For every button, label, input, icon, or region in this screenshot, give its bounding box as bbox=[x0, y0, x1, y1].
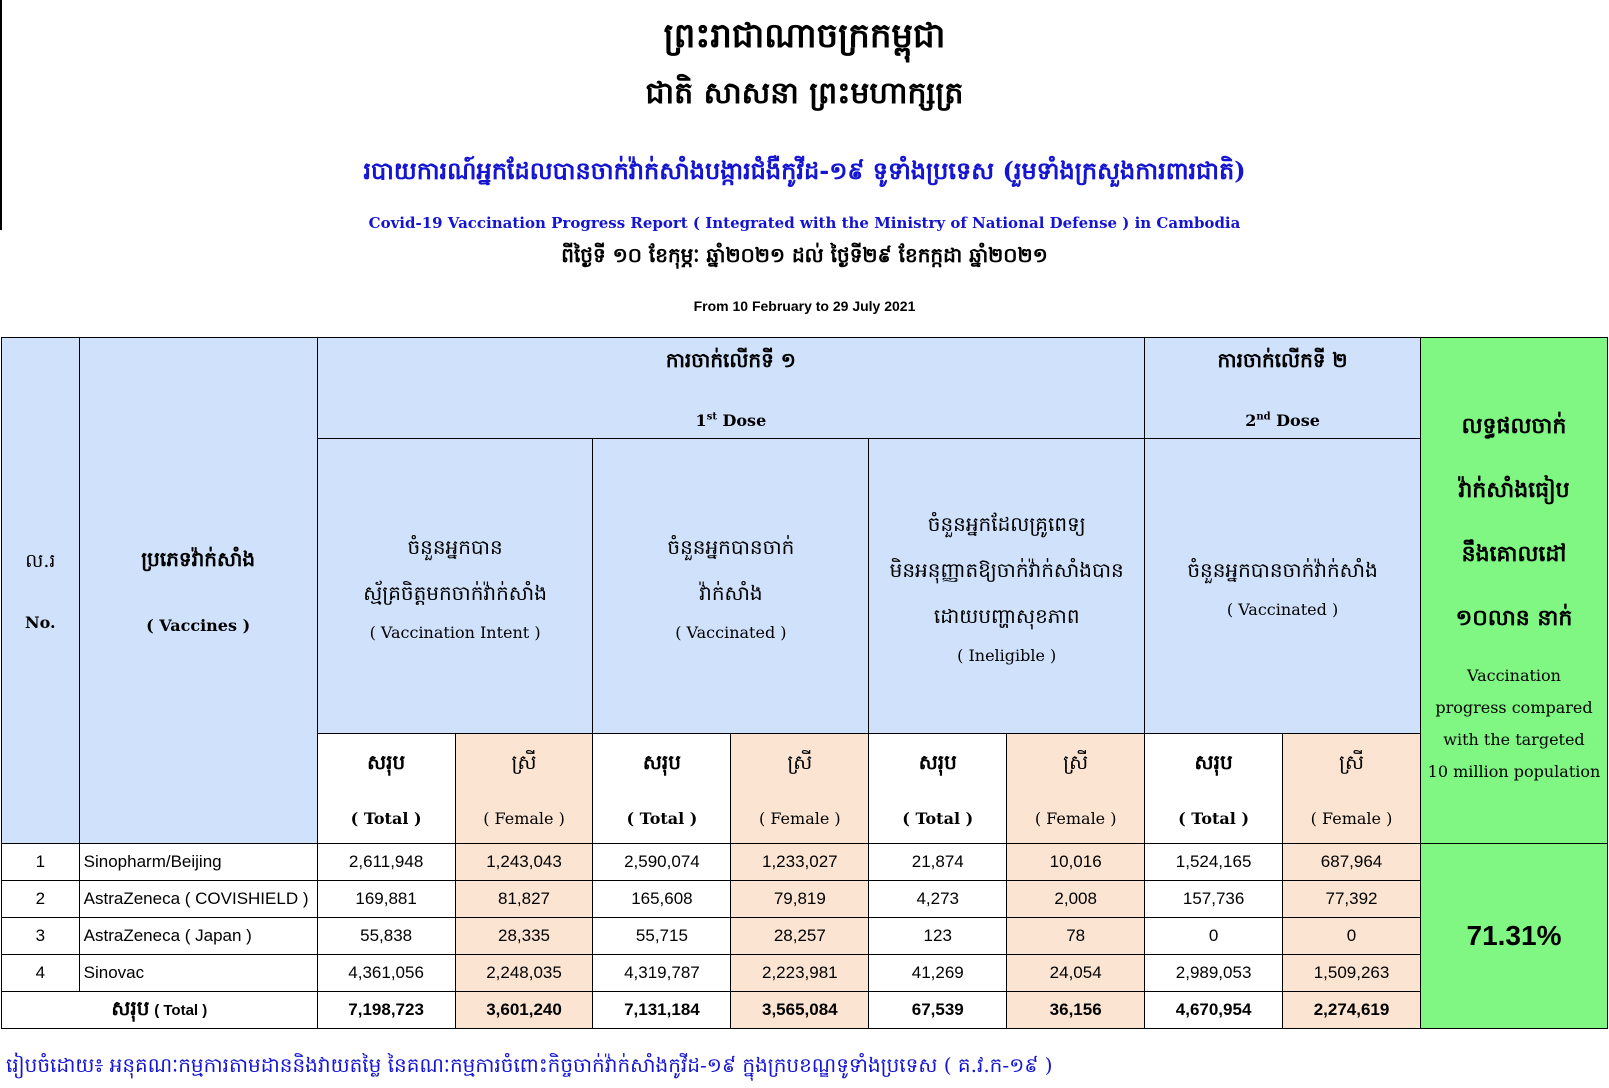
female-col-header: ស្រី ( Female ) bbox=[1007, 734, 1145, 844]
vaccinated-dose2-header bbox=[1145, 439, 1421, 734]
intent-total: 2,611,948 bbox=[317, 844, 455, 881]
female-col-header: ស្រី ( Female ) bbox=[1283, 734, 1421, 844]
intent-header-kh-2: ស្ម័គ្រចិត្តមកចាក់វ៉ាក់សាំង bbox=[363, 580, 547, 605]
intent-header-kh-1: ចំនួនអ្នកបាន bbox=[407, 534, 503, 559]
vaccinated-dose1-header-en: ( Vaccinated ) bbox=[675, 622, 787, 642]
ineligible-female: 10,016 bbox=[1007, 844, 1145, 881]
date-range-english: From 10 February to 29 July 2021 bbox=[693, 298, 916, 314]
vaccine-name: Sinopharm/Beijing bbox=[79, 844, 317, 881]
dose1-female: 79,819 bbox=[731, 881, 869, 918]
ineligible-total-sum: 67,539 bbox=[869, 992, 1007, 1029]
kingdom-title: ព្រះរាជាណាចក្រកម្ពុជា bbox=[663, 16, 946, 56]
result-header-en-1: Vaccination bbox=[1466, 665, 1561, 685]
dose2-female: 0 bbox=[1283, 918, 1421, 955]
row-number: 4 bbox=[2, 955, 80, 992]
dose1-total: 4,319,787 bbox=[593, 955, 731, 992]
dose2-female: 1,509,263 bbox=[1283, 955, 1421, 992]
dose1-header bbox=[317, 338, 1144, 439]
dose1-total: 2,590,074 bbox=[593, 844, 731, 881]
dose2-header-kh: ការចាក់លើកទី ២ bbox=[1217, 347, 1348, 372]
dose1-header-en: 1st Dose bbox=[695, 410, 767, 430]
vaccinated-dose1-header-kh-2: វ៉ាក់សាំង bbox=[699, 580, 763, 605]
female-col-header: ស្រី ( Female ) bbox=[731, 734, 869, 844]
intent-female: 1,243,043 bbox=[455, 844, 593, 881]
ineligible-female-sum: 36,156 bbox=[1007, 992, 1145, 1029]
ineligible-female: 78 bbox=[1007, 918, 1145, 955]
dose2-female: 77,392 bbox=[1283, 881, 1421, 918]
vaccine-name: AstraZeneca ( Japan ) bbox=[79, 918, 317, 955]
result-header-en-4: 10 million population bbox=[1427, 761, 1601, 781]
ineligible-total: 41,269 bbox=[869, 955, 1007, 992]
prepared-by-footer: រៀបចំដោយ៖ អនុគណៈកម្មការតាមដាននិងវាយតម្លៃ នៃគណៈកម្មការចំពោះកិច្ចចាក់វ៉ាក់សាំងកូវីដ-១៩ ក្នុងក្របខណ្ឌទូទាំងប្រទេស ( គ.វ.ក-១៩ ) bbox=[6, 1053, 1053, 1077]
ineligible-header-kh-3: ដោយបញ្ហាសុខភាព bbox=[933, 603, 1080, 628]
total-row-label: សរុប ( Total ) bbox=[2, 992, 318, 1029]
ineligible-female: 2,008 bbox=[1007, 881, 1145, 918]
dose1-female-sum: 3,565,084 bbox=[731, 992, 869, 1029]
ineligible-header-kh-2: មិនអនុញ្ញាតឱ្យចាក់វ៉ាក់សាំងបាន bbox=[889, 557, 1124, 582]
vaccine-name: Sinovac bbox=[79, 955, 317, 992]
report-title-english: Covid-19 Vaccination Progress Report ( Integrated with the Ministry of National Defense ) in Cambodia bbox=[368, 214, 1241, 232]
table-row bbox=[2, 881, 1608, 918]
table-row bbox=[2, 955, 1608, 992]
vaccine-name: AstraZeneca ( COVISHIELD ) bbox=[79, 881, 317, 918]
ineligible-header bbox=[869, 439, 1145, 734]
dose1-female: 2,223,981 bbox=[731, 955, 869, 992]
no-header bbox=[2, 338, 80, 844]
progress-percent: 71.31% bbox=[1420, 844, 1607, 1029]
intent-female: 81,827 bbox=[455, 881, 593, 918]
row-number: 2 bbox=[2, 881, 80, 918]
national-motto: ជាតិ សាសនា ព្រះមហាក្សត្រ bbox=[645, 76, 964, 111]
total-col-header: សរុប ( Total ) bbox=[1145, 734, 1283, 844]
table-row bbox=[2, 844, 1608, 881]
vaccine-type-header-kh: ប្រភេទវ៉ាក់សាំង bbox=[141, 547, 256, 571]
intent-female: 2,248,035 bbox=[455, 955, 593, 992]
row-number: 1 bbox=[2, 844, 80, 881]
dose1-total: 55,715 bbox=[593, 918, 731, 955]
dose1-total-sum: 7,131,184 bbox=[593, 992, 731, 1029]
result-header-en-3: with the targeted bbox=[1443, 729, 1585, 749]
dose2-total: 0 bbox=[1145, 918, 1283, 955]
result-header-kh-3: នឹងគោលដៅ bbox=[1461, 540, 1567, 567]
dose2-header-en: 2nd Dose bbox=[1245, 410, 1320, 430]
dose2-header bbox=[1145, 338, 1421, 439]
dose2-total: 1,524,165 bbox=[1145, 844, 1283, 881]
intent-header-en: ( Vaccination Intent ) bbox=[369, 622, 541, 642]
result-header-en-2: progress compared bbox=[1435, 697, 1593, 717]
dose2-female-sum: 2,274,619 bbox=[1283, 992, 1421, 1029]
intent-female: 28,335 bbox=[455, 918, 593, 955]
report-title-khmer: របាយការណ៍អ្នកដែលបានចាក់វ៉ាក់សាំងបង្ការជំងឺកូវីដ-១៩ ទូទាំងប្រទេស (រួមទាំងក្រសួងការពារជាតិ) bbox=[363, 156, 1246, 185]
vaccination-table bbox=[1, 337, 1608, 1029]
row-number: 3 bbox=[2, 918, 80, 955]
no-header-en: No. bbox=[25, 613, 56, 632]
intent-header bbox=[317, 439, 593, 734]
table-row bbox=[2, 918, 1608, 955]
intent-total-sum: 7,198,723 bbox=[317, 992, 455, 1029]
dose1-header-kh: ការចាក់លើកទី ១ bbox=[665, 347, 796, 372]
result-header-kh-1: លទ្ធផលចាក់ bbox=[1461, 412, 1567, 439]
result-header bbox=[1420, 338, 1607, 844]
vaccinated-dose2-header-kh: ចំនួនអ្នកបានចាក់វ៉ាក់សាំង bbox=[1187, 557, 1378, 582]
total-row bbox=[2, 992, 1608, 1029]
ineligible-header-en: ( Ineligible ) bbox=[957, 645, 1057, 665]
ineligible-header-kh-1: ចំនួនអ្នកដែលគ្រូពេទ្យ bbox=[927, 511, 1086, 536]
result-header-kh-4: ១០លាន នាក់ bbox=[1455, 604, 1573, 631]
vaccinated-dose2-header-en: ( Vaccinated ) bbox=[1226, 599, 1339, 619]
total-col-header: សរុប ( Total ) bbox=[869, 734, 1007, 844]
dose1-total: 165,608 bbox=[593, 881, 731, 918]
date-range-khmer: ពីថ្ងៃទី ១០ ខែកុម្ភៈ ឆ្នាំ២០២១ ដល់ ថ្ងៃទី២៩ ខែកក្កដា ឆ្នាំ២០២១ bbox=[561, 243, 1048, 267]
intent-total: 4,361,056 bbox=[317, 955, 455, 992]
total-col-header: សរុប ( Total ) bbox=[593, 734, 731, 844]
dose2-total: 157,736 bbox=[1145, 881, 1283, 918]
intent-female-sum: 3,601,240 bbox=[455, 992, 593, 1029]
total-col-header: សរុប ( Total ) bbox=[317, 734, 455, 844]
intent-total: 169,881 bbox=[317, 881, 455, 918]
dose2-total: 2,989,053 bbox=[1145, 955, 1283, 992]
ineligible-total: 4,273 bbox=[869, 881, 1007, 918]
dose1-female: 28,257 bbox=[731, 918, 869, 955]
result-header-kh-2: វ៉ាក់សាំងធៀប bbox=[1458, 476, 1570, 503]
vaccine-type-header bbox=[79, 338, 317, 844]
intent-total: 55,838 bbox=[317, 918, 455, 955]
female-col-header: ស្រី ( Female ) bbox=[455, 734, 593, 844]
vaccine-type-header-en: ( Vaccines ) bbox=[146, 616, 251, 635]
dose2-total-sum: 4,670,954 bbox=[1145, 992, 1283, 1029]
dose2-female: 687,964 bbox=[1283, 844, 1421, 881]
dose1-female: 1,233,027 bbox=[731, 844, 869, 881]
vaccinated-dose1-header-kh-1: ចំនួនអ្នកបានចាក់ bbox=[667, 534, 795, 559]
ineligible-female: 24,054 bbox=[1007, 955, 1145, 992]
vaccinated-dose1-header bbox=[593, 439, 869, 734]
no-header-kh: ល.រ bbox=[25, 550, 56, 572]
ineligible-total: 123 bbox=[869, 918, 1007, 955]
ineligible-total: 21,874 bbox=[869, 844, 1007, 881]
